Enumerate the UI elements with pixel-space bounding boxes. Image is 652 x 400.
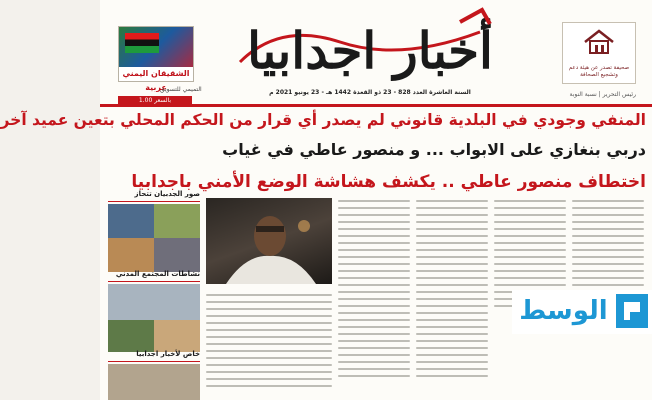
headline-main[interactable]: المنفي وجودي في البلدية قانوني لم يصدر أي قرار من الحكم المحلي بتعين عميد آخر	[0, 111, 646, 129]
sidebar-item-label: صور الجدبيان تتحاز	[108, 190, 200, 202]
price-badge: بالسعر 1.00	[118, 96, 192, 106]
headline-secondary[interactable]: دربي بنغازي على الابواب ... و منصور عاطي في غياب	[222, 140, 646, 159]
article-column	[416, 200, 488, 400]
sponsor-tag: التميمي للتسويق	[160, 86, 202, 93]
house-icon	[583, 29, 615, 55]
sidebar	[108, 110, 200, 400]
sidebar-item-photos[interactable]	[108, 190, 200, 272]
sidebar-thumbnail	[108, 364, 200, 400]
article-column	[338, 200, 410, 400]
person-portrait-icon	[206, 198, 332, 284]
headline-lead[interactable]: اختطاف منصور عاطي .. يكشف هشاشة الوضع الأمني باجدابيا	[131, 172, 646, 192]
article-column	[206, 290, 332, 400]
sidebar-thumbnail	[108, 284, 200, 352]
issue-dateline: السنة العاشرة العدد 828 - 23 ذو القعدة 1442 هـ - 23 يونيو 2021 م	[269, 89, 471, 96]
watermark-icon	[616, 294, 648, 328]
publisher-logo	[562, 22, 636, 84]
article-photo[interactable]	[206, 198, 332, 284]
sidebar-item-civil-society[interactable]	[108, 270, 200, 352]
promo-caption: الشقيقان اليمني عربية	[119, 67, 193, 81]
sidebar-thumbnail	[108, 204, 200, 272]
masthead-rule	[100, 104, 652, 107]
flag-icon	[125, 33, 159, 53]
masthead-title: أخبار اجدابيا	[247, 21, 493, 80]
masthead	[100, 0, 652, 112]
sidebar-item-label: خاص لأخبار اجدابيا	[108, 350, 200, 362]
sidebar-item-exclusive[interactable]	[108, 350, 200, 400]
watermark-text: الوسط	[519, 296, 608, 326]
publisher-text: صحيفة تصدر عن هيئة دعم وتشجيع الصحافة	[568, 65, 630, 78]
masthead-logo	[220, 2, 520, 86]
watermark-logo	[512, 290, 652, 334]
editor-info: رئيس التحرير | نسبة النوبة	[569, 91, 636, 98]
sidebar-item-label: نشاطات المجتمع المدني	[108, 270, 200, 282]
